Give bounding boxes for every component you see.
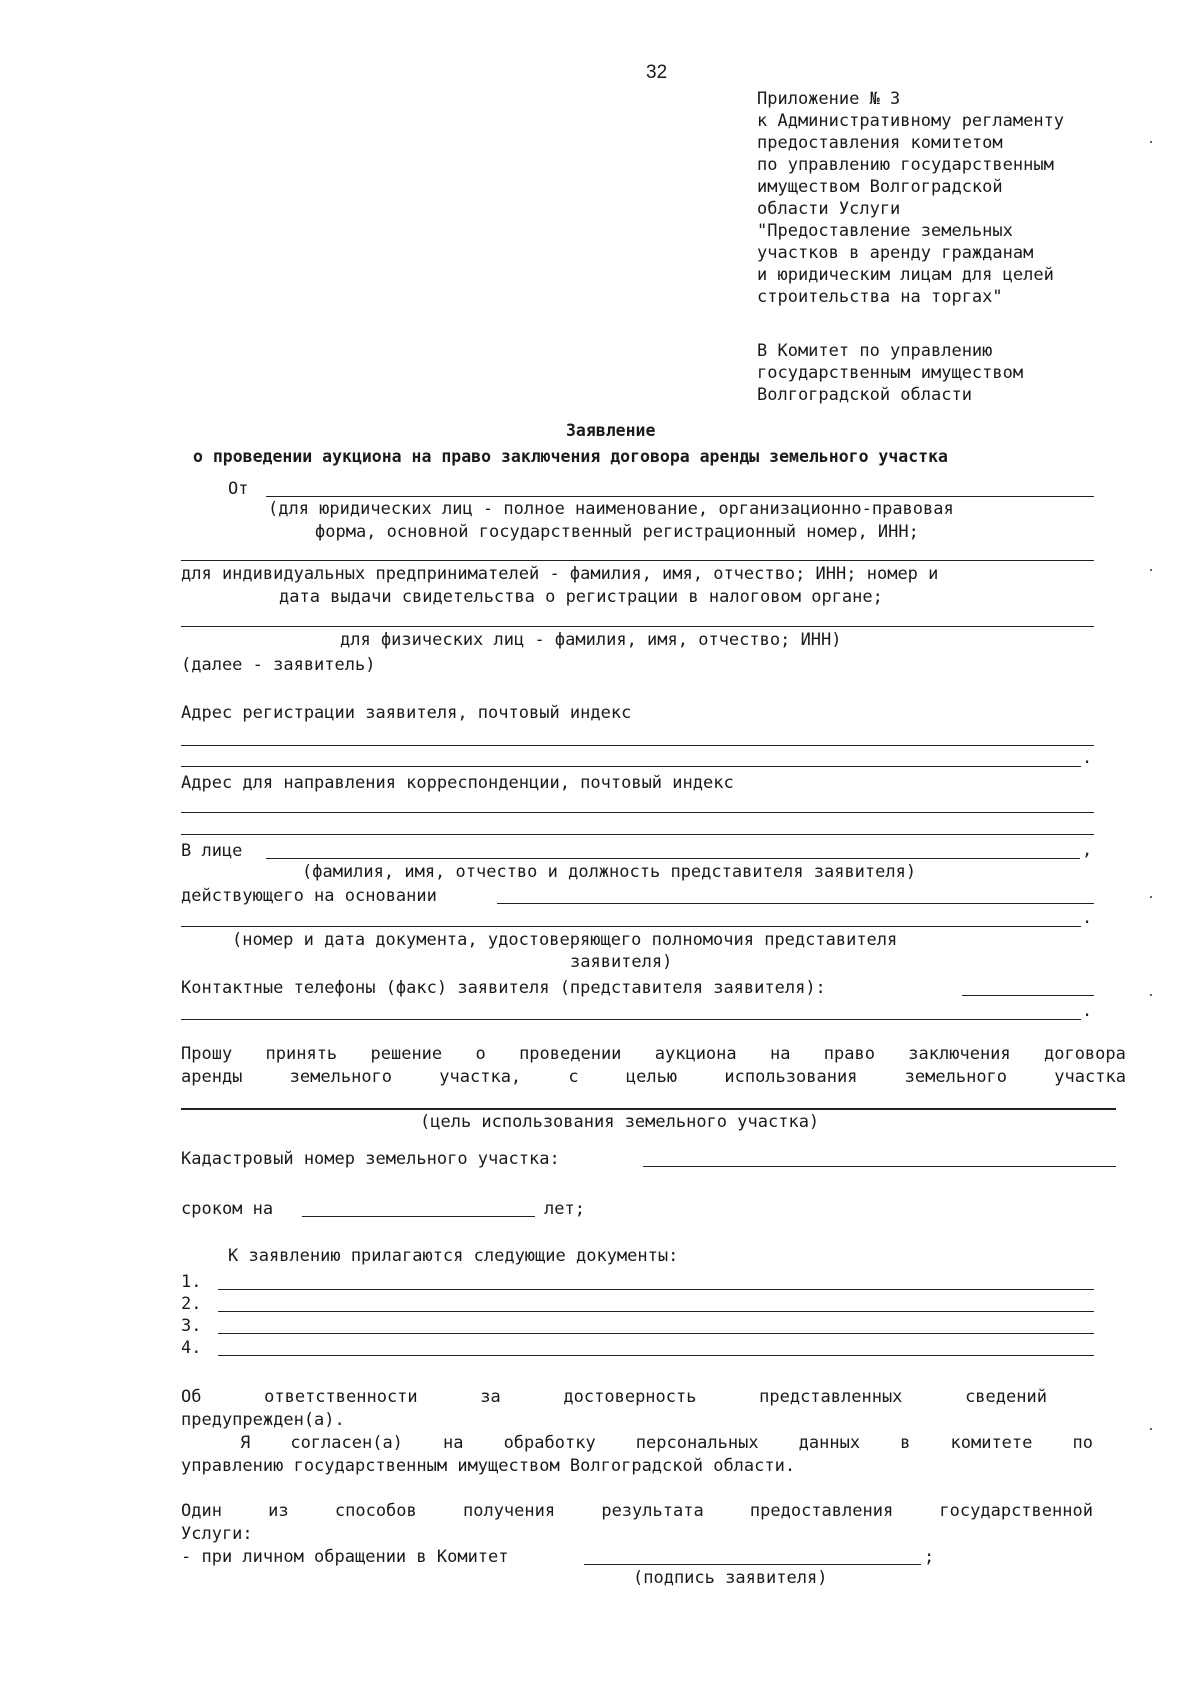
scan-speck bbox=[1150, 994, 1152, 996]
appendix-block bbox=[757, 88, 1064, 308]
scan-speck bbox=[1150, 896, 1152, 898]
word: получения bbox=[462, 1501, 556, 1521]
word: на bbox=[769, 1044, 791, 1064]
appendix-line: к Административному регламенту bbox=[757, 111, 1065, 131]
responsibility-line-2: предупрежден(а). bbox=[181, 1410, 345, 1430]
word: право bbox=[823, 1044, 875, 1064]
receipt-line-2: Услуги: bbox=[181, 1524, 253, 1544]
word: из bbox=[268, 1501, 289, 1521]
attachments-intro: К заявлению прилагаются следующие документы: bbox=[228, 1246, 679, 1266]
land-use-purpose-field[interactable] bbox=[181, 1108, 1116, 1110]
word: земельного bbox=[904, 1067, 1008, 1087]
attachment-field-4[interactable] bbox=[218, 1355, 1094, 1356]
appendix-line: участков в аренду гражданам bbox=[757, 243, 1034, 263]
individual-entrepreneur-field[interactable] bbox=[181, 560, 1094, 561]
scan-speck bbox=[1150, 141, 1152, 143]
addressee-line: государственным имуществом bbox=[757, 363, 1024, 383]
consent-line-2: управлению государственным имуществом Волгоградской области. bbox=[181, 1456, 796, 1476]
signature-hint: (подпись заявителя) bbox=[633, 1568, 828, 1588]
comma-mark: , bbox=[1082, 840, 1093, 860]
addressee-block bbox=[757, 340, 1023, 406]
period-mark: . bbox=[1082, 1001, 1093, 1021]
word: обработку bbox=[503, 1433, 596, 1453]
word: участка, bbox=[439, 1067, 522, 1087]
word: способов bbox=[334, 1501, 417, 1521]
request-line-2 bbox=[181, 1066, 1126, 1088]
land-use-purpose-hint: (цель использования земельного участка) bbox=[420, 1112, 820, 1132]
word: по bbox=[1072, 1433, 1093, 1453]
word: участка bbox=[1054, 1067, 1126, 1087]
word: решение bbox=[370, 1044, 443, 1064]
representative-hint: (фамилия, имя, отчество и должность представителя заявителя) bbox=[302, 862, 917, 882]
word: аукциона bbox=[654, 1044, 737, 1064]
attachment-number: 1. bbox=[181, 1272, 202, 1292]
entrepreneur-hint-1: для индивидуальных предпринимателей - фамилия, имя, отчество; ИНН; номер и bbox=[181, 564, 939, 584]
word: земельного bbox=[289, 1067, 393, 1087]
appendix-line: Приложение № 3 bbox=[757, 89, 901, 109]
appendix-line: и юридическим лицам для целей bbox=[757, 265, 1054, 285]
entrepreneur-hint-2: дата выдачи свидетельства о регистрации в налоговом органе; bbox=[279, 587, 883, 607]
attachment-field-1[interactable] bbox=[218, 1289, 1094, 1290]
word: государственной bbox=[939, 1501, 1093, 1521]
word: предоставления bbox=[749, 1501, 894, 1521]
basis-field-1[interactable] bbox=[497, 903, 1094, 904]
word: договора bbox=[1043, 1044, 1126, 1064]
term-label: сроком на bbox=[181, 1199, 274, 1219]
attachment-field-3[interactable] bbox=[218, 1333, 1094, 1334]
word: принять bbox=[265, 1044, 338, 1064]
term-unit: лет; bbox=[544, 1199, 585, 1219]
legal-entity-hint-2: форма, основной государственный регистрационный номер, ИНН; bbox=[315, 522, 919, 542]
word: Один bbox=[181, 1501, 222, 1521]
authority-document-hint-1: (номер и дата документа, удостоверяющего полномочия представителя bbox=[232, 930, 898, 950]
page-number: 32 bbox=[646, 62, 668, 83]
word: Я bbox=[240, 1433, 251, 1453]
word: в bbox=[900, 1433, 911, 1453]
word: комитете bbox=[950, 1433, 1033, 1453]
correspondence-address-field-1[interactable] bbox=[181, 812, 1094, 813]
cadastral-number-field[interactable] bbox=[643, 1166, 1116, 1167]
word: представленных bbox=[759, 1387, 903, 1407]
consent-line-1 bbox=[240, 1432, 1093, 1454]
term-field[interactable] bbox=[302, 1216, 535, 1217]
word: заключения bbox=[908, 1044, 1011, 1064]
word: Об bbox=[181, 1387, 202, 1407]
semicolon-mark: ; bbox=[924, 1547, 935, 1567]
correspondence-address-field-2[interactable] bbox=[181, 834, 1094, 835]
individual-person-field[interactable] bbox=[181, 626, 1094, 627]
word: о bbox=[475, 1044, 486, 1064]
registration-address-field-1[interactable] bbox=[181, 745, 1094, 746]
word: ответственности bbox=[264, 1387, 418, 1407]
attachment-number: 3. bbox=[181, 1316, 202, 1336]
attachment-field-2[interactable] bbox=[218, 1311, 1094, 1312]
registration-address-field-2[interactable] bbox=[181, 766, 1081, 767]
receipt-line-1 bbox=[181, 1500, 1093, 1522]
period-mark: . bbox=[1082, 908, 1093, 928]
from-label: От bbox=[228, 479, 249, 499]
appendix-line: предоставления комитетом bbox=[757, 133, 1003, 153]
word: согласен(а) bbox=[290, 1433, 403, 1453]
appendix-line: строительства на торгах" bbox=[757, 287, 1003, 307]
appendix-line: "Предоставление земельных bbox=[757, 221, 1013, 241]
legal-entity-hint-1: (для юридических лиц - полное наименование, организационно-правовая bbox=[268, 499, 954, 519]
applicant-name-field[interactable] bbox=[266, 496, 1094, 497]
hereinafter-applicant: (далее - заявитель) bbox=[181, 655, 376, 675]
contact-phones-field-2[interactable] bbox=[181, 1019, 1081, 1020]
word: Прошу bbox=[181, 1044, 233, 1064]
responsibility-line-1 bbox=[181, 1386, 1047, 1408]
registration-address-label: Адрес регистрации заявителя, почтовый индекс bbox=[181, 703, 632, 723]
addressee-line: Волгоградской области bbox=[757, 385, 972, 405]
word: на bbox=[443, 1433, 464, 1453]
document-subtitle: о проведении аукциона на право заключения договора аренды земельного участка bbox=[193, 447, 948, 466]
appendix-line: области Услуги bbox=[757, 199, 901, 219]
representative-name-field[interactable] bbox=[266, 858, 1080, 859]
representative-by-label: В лице bbox=[181, 841, 243, 861]
basis-field-2[interactable] bbox=[181, 926, 1081, 927]
word: персональных bbox=[635, 1433, 759, 1453]
word: достоверность bbox=[563, 1387, 697, 1407]
request-line-1 bbox=[181, 1043, 1126, 1065]
word: проведении bbox=[519, 1044, 622, 1064]
basis-label: действующего на основании bbox=[181, 886, 437, 906]
scan-speck bbox=[1150, 1428, 1152, 1430]
scan-speck bbox=[1150, 569, 1152, 571]
attachment-number: 4. bbox=[181, 1338, 202, 1358]
cadastral-number-label: Кадастровый номер земельного участка: bbox=[181, 1149, 560, 1169]
individual-person-hint: для физических лиц - фамилия, имя, отчество; ИНН) bbox=[340, 630, 842, 650]
attachment-number: 2. bbox=[181, 1294, 202, 1314]
word: использования bbox=[724, 1067, 858, 1087]
authority-document-hint-2: заявителя) bbox=[570, 952, 673, 972]
word: данных bbox=[798, 1433, 861, 1453]
in-person-label: - при личном обращении в Комитет bbox=[181, 1547, 509, 1567]
appendix-line: по управлению государственным bbox=[757, 155, 1054, 175]
appendix-line: имуществом Волгоградской bbox=[757, 177, 1003, 197]
word: результата bbox=[601, 1501, 704, 1521]
period-mark: . bbox=[1082, 748, 1093, 768]
contact-phones-label: Контактные телефоны (факс) заявителя (представителя заявителя): bbox=[181, 978, 826, 998]
applicant-signature-field[interactable] bbox=[584, 1564, 921, 1565]
addressee-line: В Комитет по управлению bbox=[757, 341, 993, 361]
word: сведений bbox=[965, 1387, 1047, 1407]
document-title: Заявление bbox=[566, 421, 656, 440]
word: за bbox=[480, 1387, 501, 1407]
word: с bbox=[568, 1067, 579, 1087]
correspondence-address-label: Адрес для направления корреспонденции, почтовый индекс bbox=[181, 773, 734, 793]
word: целью bbox=[625, 1067, 678, 1087]
word: аренды bbox=[181, 1067, 243, 1087]
contact-phones-field-1[interactable] bbox=[962, 995, 1094, 996]
